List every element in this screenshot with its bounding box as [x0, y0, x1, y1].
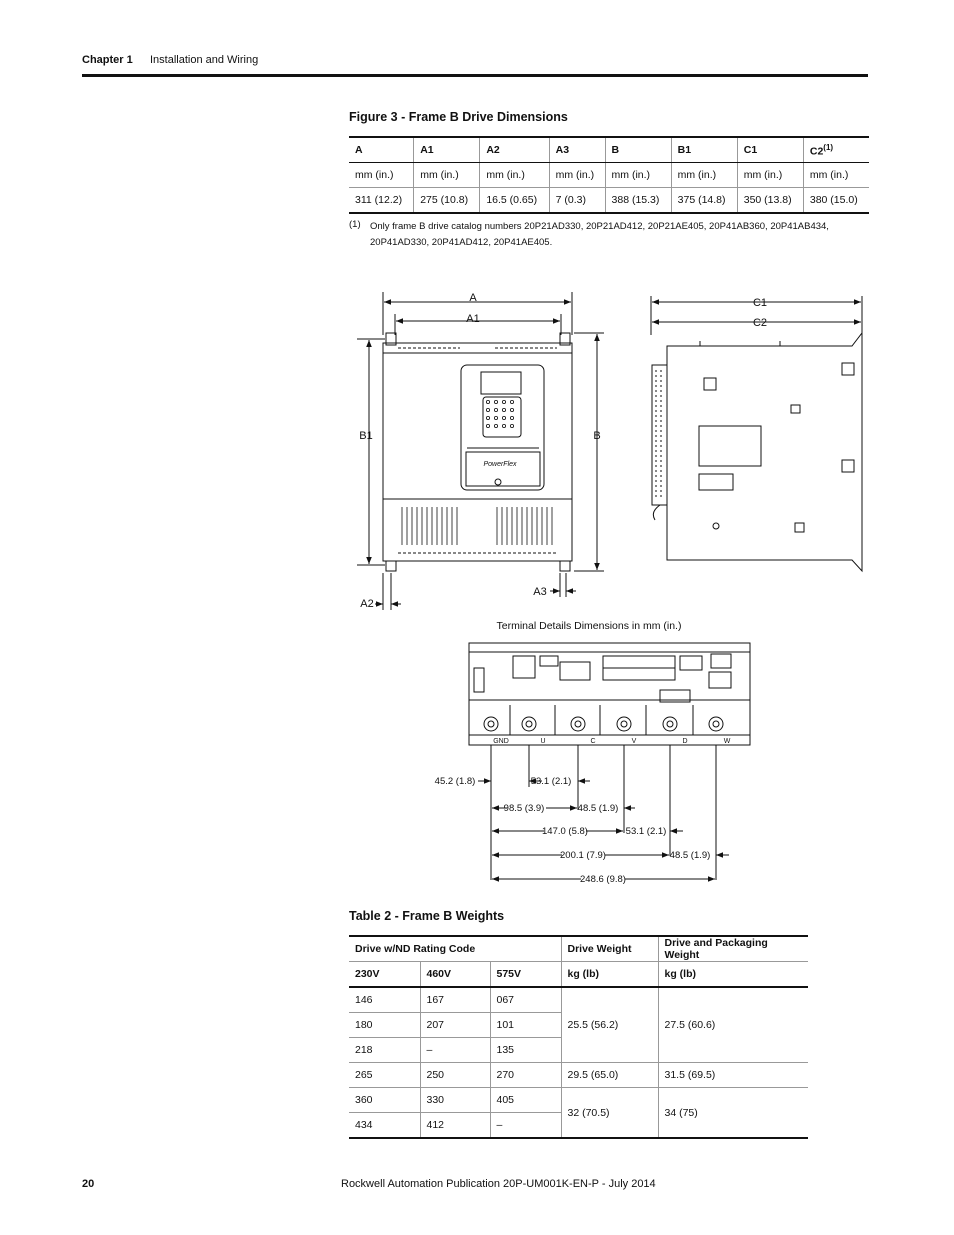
- publication-info: Rockwell Automation Publication 20P-UM001K-EN-P - July 2014: [341, 1178, 656, 1190]
- table-header-row: [349, 936, 808, 962]
- table-cell: 265: [349, 1063, 420, 1088]
- pack-weight-cell: 31.5 (69.5): [658, 1063, 808, 1088]
- label-a: A: [469, 292, 477, 304]
- unit-cell: mm (in.): [803, 163, 869, 188]
- dim-label: 48.5 (1.9): [669, 850, 711, 861]
- figure-title: Figure 3 - Frame B Drive Dimensions: [349, 110, 568, 124]
- terminal-label: GND: [493, 738, 509, 745]
- value-cell: 7 (0.3): [549, 188, 605, 214]
- table-cell: 067: [490, 987, 561, 1013]
- table-row: [349, 1088, 808, 1113]
- label-a1: A1: [466, 313, 480, 325]
- brand-logo-text: PowerFlex: [483, 461, 517, 468]
- table-row: [349, 1063, 808, 1088]
- weights-table: [349, 935, 808, 1139]
- value-cell: 350 (13.8): [737, 188, 803, 214]
- terminal-label: C: [590, 738, 596, 745]
- label-a3: A3: [533, 586, 547, 598]
- table-cell: 330: [420, 1088, 490, 1113]
- v460-header: 460V: [420, 962, 490, 988]
- dim-label: 48.5 (1.9): [577, 803, 619, 814]
- dim-label: 248.6 (9.8): [580, 874, 626, 885]
- col-c2-label: C2: [809, 145, 824, 158]
- col-a1: A1: [414, 137, 480, 163]
- label-a2: A2: [360, 598, 374, 610]
- terminal-label: V: [631, 738, 637, 745]
- table-cell: 434: [349, 1113, 420, 1139]
- table-cell: 135: [490, 1038, 561, 1063]
- terminal-caption: Terminal Details Dimensions in mm (in.): [496, 620, 682, 632]
- pack-weight-header: Drive and Packaging Weight: [658, 936, 808, 962]
- terminal-label: D: [682, 738, 688, 745]
- value-cell: 380 (15.0): [803, 188, 869, 214]
- table-cell: 412: [420, 1113, 490, 1139]
- table-cell: 405: [490, 1088, 561, 1113]
- drive-weight-cell: 32 (70.5): [561, 1088, 658, 1139]
- front-view: [357, 292, 604, 610]
- unit-cell: mm (in.): [414, 163, 480, 188]
- col-a3: A3: [549, 137, 605, 163]
- terminal-label: W: [723, 738, 731, 745]
- table-cell: –: [490, 1113, 561, 1139]
- drive-weight-header: Drive Weight: [561, 936, 658, 962]
- value-cell: 275 (10.8): [414, 188, 480, 214]
- v575-header: 575V: [490, 962, 561, 988]
- kg-header: kg (lb): [658, 962, 808, 988]
- unit-cell: mm (in.): [480, 163, 549, 188]
- kg-header: kg (lb): [561, 962, 658, 988]
- dim-label: 147.0 (5.8): [542, 826, 588, 837]
- label-b1: B1: [359, 430, 373, 442]
- page-number: 20: [82, 1178, 95, 1190]
- chapter-label: Chapter 1: [82, 54, 133, 66]
- label-b: B: [593, 430, 601, 442]
- col-a: A: [349, 137, 414, 163]
- dim-label: 45.2 (1.8): [434, 776, 476, 787]
- footnote-number: (1): [349, 219, 361, 230]
- value-cell: 388 (15.3): [605, 188, 671, 214]
- table-cell: –: [420, 1038, 490, 1063]
- pack-weight-cell: 34 (75): [658, 1088, 808, 1139]
- value-cell: 16.5 (0.65): [480, 188, 549, 214]
- table-cell: 180: [349, 1013, 420, 1038]
- table-cell: 250: [420, 1063, 490, 1088]
- value-cell: 375 (14.8): [671, 188, 737, 214]
- table-cell: 360: [349, 1088, 420, 1113]
- section-label: Installation and Wiring: [150, 54, 259, 66]
- dim-label: 53.1 (2.1): [530, 776, 572, 787]
- unit-cell: mm (in.): [737, 163, 803, 188]
- footnote-marker: (1): [823, 142, 834, 152]
- side-view: [651, 296, 862, 571]
- label-c2: C2: [752, 317, 768, 329]
- table-row: [349, 987, 808, 1013]
- unit-cell: mm (in.): [671, 163, 737, 188]
- unit-cell: mm (in.): [549, 163, 605, 188]
- label-c1: C1: [752, 297, 768, 309]
- table-cell: 207: [420, 1013, 490, 1038]
- table-cell: 146: [349, 987, 420, 1013]
- col-b1: B1: [671, 137, 737, 163]
- table-cell: 101: [490, 1013, 561, 1038]
- col-a2: A2: [480, 137, 549, 163]
- terminal-label: U: [540, 738, 546, 745]
- unit-cell: mm (in.): [349, 163, 414, 188]
- col-c1: C1: [737, 137, 803, 163]
- drive-weight-cell: 25.5 (56.2): [561, 987, 658, 1063]
- dim-label: 53.1 (2.1): [625, 826, 667, 837]
- terminal-detail: [469, 643, 750, 880]
- table-header-row: [349, 962, 808, 988]
- unit-cell: mm (in.): [605, 163, 671, 188]
- v230-header: 230V: [349, 962, 420, 988]
- col-b: B: [605, 137, 671, 163]
- table-cell: 167: [420, 987, 490, 1013]
- dim-label: 98.5 (3.9): [503, 803, 545, 814]
- table-cell: 218: [349, 1038, 420, 1063]
- value-cell: 311 (12.2): [349, 188, 414, 214]
- pack-weight-cell: 27.5 (60.6): [658, 987, 808, 1063]
- table2-title: Table 2 - Frame B Weights: [349, 909, 505, 923]
- rating-code-header: Drive w/ND Rating Code: [349, 936, 561, 962]
- drive-weight-cell: 29.5 (65.0): [561, 1063, 658, 1088]
- table-cell: 270: [490, 1063, 561, 1088]
- dim-label: 200.1 (7.9): [560, 850, 606, 861]
- footnote-text: Only frame B drive catalog numbers 20P21AD330, 20P21AD412, 20P21AE405, 20P41AB360, 20P41AB434, 20P41AD330, 20P41AD412, 20P41AE405.: [370, 221, 829, 248]
